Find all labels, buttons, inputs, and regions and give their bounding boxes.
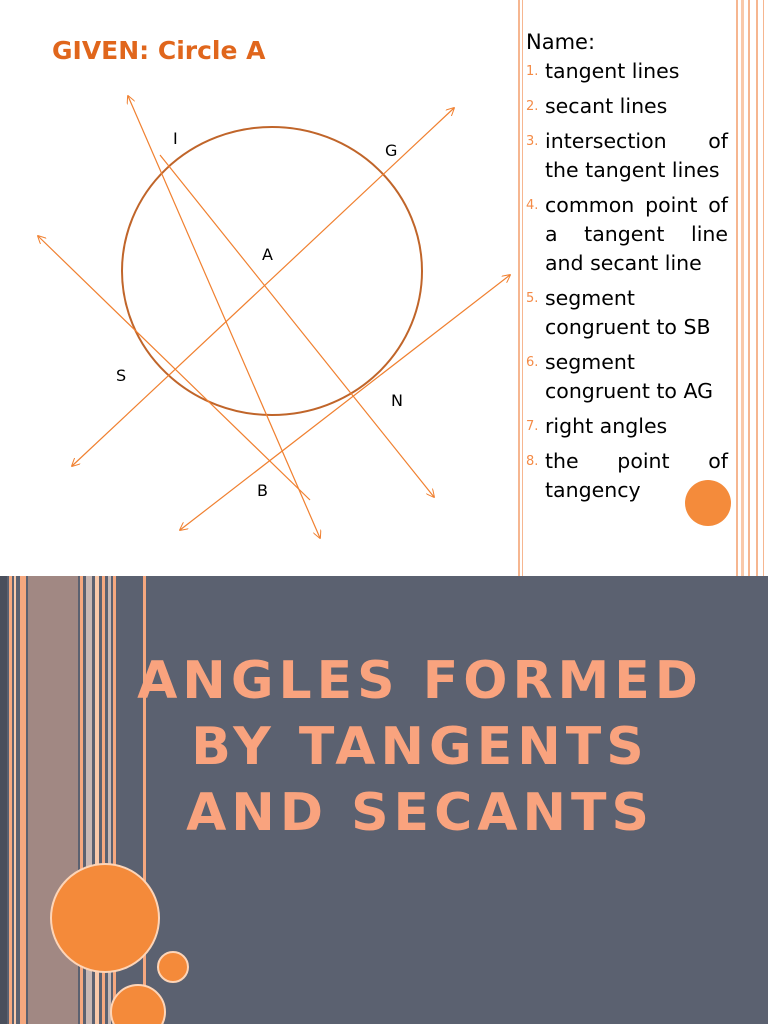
label-b: B [257, 481, 268, 500]
stripe-decor [741, 0, 744, 576]
list-item-text: segment congruent to SB [545, 286, 711, 339]
list-number: 5. [526, 291, 539, 306]
list-item-text: the point of tangency [545, 449, 728, 502]
list-number: 1. [526, 64, 539, 79]
list-number: 6. [526, 355, 539, 370]
list-number: 4. [526, 198, 539, 213]
stripe-decor [763, 0, 764, 576]
name-list-panel [526, 28, 728, 511]
list-item-text: intersection of the tangent lines [545, 129, 728, 182]
line-sg [72, 108, 454, 466]
list-item-text: common point of a tangent line and secant line [545, 193, 728, 275]
label-g: G [385, 141, 398, 160]
title-line: AND SECANTS [186, 783, 654, 843]
list-item [526, 92, 728, 121]
list-item [526, 412, 728, 441]
list-number: 2. [526, 99, 539, 114]
line-bn-tangent [180, 275, 510, 530]
list-item-text: segment congruent to AG [545, 350, 714, 403]
list-item-text: secant lines [545, 94, 668, 118]
slide-title [120, 648, 720, 846]
stripe-decor [756, 0, 758, 576]
title-line: BY TANGENTS [191, 717, 649, 777]
label-n: N [391, 391, 403, 410]
bottom-slide [0, 576, 768, 1024]
circle-diagram [0, 0, 520, 576]
list-item [526, 57, 728, 86]
decorative-circle [50, 863, 160, 973]
list-item [526, 191, 728, 278]
list-number: 7. [526, 419, 539, 434]
title-line: ANGLES FORMED [137, 651, 703, 711]
circle-a [122, 127, 422, 415]
list-number: 8. [526, 454, 539, 469]
line-ib [128, 96, 320, 538]
name-list [526, 57, 728, 505]
stripe-decor [518, 0, 520, 576]
list-item-text: right angles [545, 414, 668, 438]
decorative-circle [157, 951, 189, 983]
stripe-decor [522, 0, 523, 576]
given-title: GIVEN: Circle A [52, 36, 266, 65]
label-i: I [173, 129, 178, 148]
decorative-circle [110, 984, 166, 1024]
stripe-decor [14, 576, 16, 1024]
stripe-decor [20, 576, 26, 1024]
list-item-text: tangent lines [545, 59, 680, 83]
list-item [526, 127, 728, 185]
stripe-decor [0, 576, 7, 1024]
decorative-circle [685, 480, 731, 526]
stripe-decor [748, 0, 750, 576]
list-item [526, 348, 728, 406]
list-header: Name: [526, 30, 596, 54]
list-item [526, 284, 728, 342]
stripe-decor [736, 0, 738, 576]
label-a: A [262, 245, 273, 264]
list-number: 3. [526, 134, 539, 149]
line-in [160, 155, 434, 497]
label-s: S [116, 366, 127, 385]
stripe-decor [9, 576, 12, 1024]
